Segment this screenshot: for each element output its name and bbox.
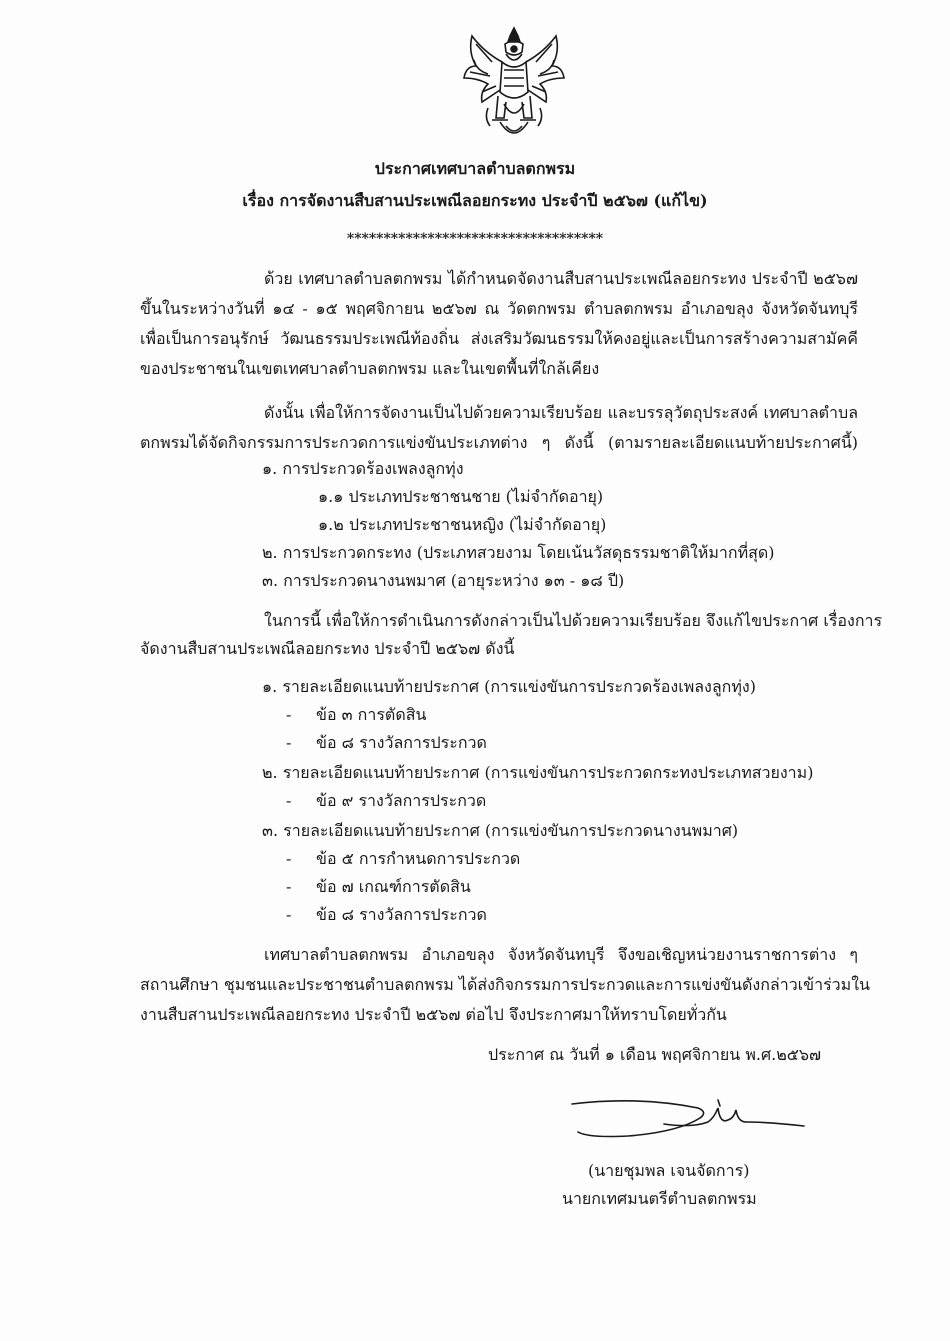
amendment-3-heading: ๓. รายละเอียดแนบท้ายประกาศ (การแข่งขันการประกวดนางนพมาศ)	[262, 821, 739, 840]
dash-marker: -	[286, 791, 292, 810]
contest-1-2: ๑.๒ ประเภทประชาชนหญิง (ไม่จำกัดอายุ)	[318, 515, 607, 534]
document-subject: เรื่อง การจัดงานสืบสานประเพณีลอยกระทง ประจำปี ๒๕๖๗ (แก้ไข)	[242, 191, 708, 210]
closing-line-3: งานสืบสานประเพณีลอยกระทง ประจำปี ๒๕๖๗ ต่อไป จึงประกาศมาให้ทราบโดยทั่วกัน	[140, 1005, 727, 1024]
item-text: ข้อ ๘ รางวัลการประกวด	[316, 905, 487, 924]
intro-line-1: ด้วย เทศบาลตำบลตกพรม ได้กำหนดจัดงานสืบสานประเพณีลอยกระทง ประจำปี ๒๕๖๗	[264, 269, 858, 288]
contest-3: ๓. การประกวดนางนพมาศ (อายุระหว่าง ๑๓ - ๑๘ ปี)	[262, 571, 625, 590]
para2-line-1: ดังนั้น เพื่อให้การจัดงานเป็นไปด้วยความเรียบร้อย และบรรลุวัตถุประสงค์ เทศบาลตำบล	[264, 403, 858, 422]
amendment-3-item-1	[286, 848, 520, 870]
intro-line-3: เพื่อเป็นการอนุรักษ์ วัฒนธรรมประเพณีท้องถิ่น ส่งเสริมวัฒนธรรมให้คงอยู่และเป็นการสร้างความสามัคคี	[140, 329, 858, 348]
amendment-2-heading: ๒. รายละเอียดแนบท้ายประกาศ (การแข่งขันการประกวดกระทงประเภทสวยงาม)	[262, 763, 814, 782]
contest-1: ๑. การประกวดร้องเพลงลูกทุ่ง	[262, 459, 464, 478]
contest-2: ๒. การประกวดกระทง (ประเภทสวยงาม โดยเน้นวัสดุธรรมชาติให้มากที่สุด)	[262, 543, 775, 562]
announcement-date: ประกาศ ณ วันที่ ๑ เดือน พฤศจิกายน พ.ศ.๒๕๖๗	[488, 1045, 822, 1064]
dash-marker: -	[286, 733, 292, 752]
amendment-3-item-2	[286, 876, 471, 898]
item-text: ข้อ ๕ การกำหนดการประกวด	[316, 849, 521, 868]
signature-icon	[568, 1088, 808, 1158]
amendment-2-item-1	[286, 790, 486, 812]
garuda-emblem-icon	[458, 22, 570, 147]
document-title: ประกาศเทศบาลตำบลตกพรม	[374, 159, 576, 178]
para3-line-2: จัดงานสืบสานประเพณีลอยกระทง ประจำปี ๒๕๖๗ ดังนี้	[140, 639, 515, 658]
para3-line-1: ในการนี้ เพื่อให้การดำเนินการดังกล่าวเป็นไปด้วยความเรียบร้อย จึงแก้ไขประกาศ เรื่องการ	[264, 611, 883, 630]
item-text: ข้อ ๘ รางวัลการประกวด	[316, 733, 487, 752]
item-text: ข้อ ๙ รางวัลการประกวด	[316, 791, 487, 810]
closing-line-1: เทศบาลตำบลตกพรม อำเภอขลุง จังหวัดจันทบุรี จึงขอเชิญหน่วยงานราชการต่าง ๆ	[264, 945, 858, 964]
para2-line-2: ตกพรมได้จัดกิจกรรมการประกวดการแข่งขันประเภทต่าง ๆ ดังนี้ (ตามรายละเอียดแนบท้ายประกาศนี้)	[140, 433, 858, 452]
item-text: ข้อ ๓ การตัดสิน	[316, 705, 427, 724]
signatory-name: (นายชุมพล เจนจัดการ)	[588, 1161, 750, 1180]
dash-marker: -	[286, 849, 292, 868]
dash-marker: -	[286, 705, 292, 724]
closing-line-2: สถานศึกษา ชุมชนและประชาชนตำบลตกพรม ได้ส่งกิจกรรมการประกวดและการแข่งขันดังกล่าวเข้าร่วมใน	[140, 975, 870, 994]
amendment-3-item-3	[286, 904, 487, 926]
amendment-1-heading: ๑. รายละเอียดแนบท้ายประกาศ (การแข่งขันการประกวดร้องเพลงลูกทุ่ง)	[262, 677, 756, 696]
contest-1-1: ๑.๑ ประเภทประชาชนชาย (ไม่จำกัดอายุ)	[318, 487, 604, 506]
amendment-1-item-1	[286, 704, 426, 726]
dash-marker: -	[286, 905, 292, 924]
intro-line-4: ของประชาชนในเขตเทศบาลตำบลตกพรม และในเขตพื้นที่ใกล้เคียง	[140, 359, 600, 378]
separator-stars: ***********************************	[346, 231, 604, 247]
signatory-position: นายกเทศมนตรีตำบลตกพรม	[562, 1189, 757, 1208]
item-text: ข้อ ๗ เกณฑ์การตัดสิน	[316, 877, 471, 896]
amendment-1-item-2	[286, 732, 487, 754]
intro-line-2: ขึ้นในระหว่างวันที่ ๑๔ - ๑๕ พฤศจิกายน ๒๕๖๗ ณ วัดตกพรม ตำบลตกพรม อำเภอขลุง จังหวัดจันทบุรี	[140, 299, 858, 318]
dash-marker: -	[286, 877, 292, 896]
